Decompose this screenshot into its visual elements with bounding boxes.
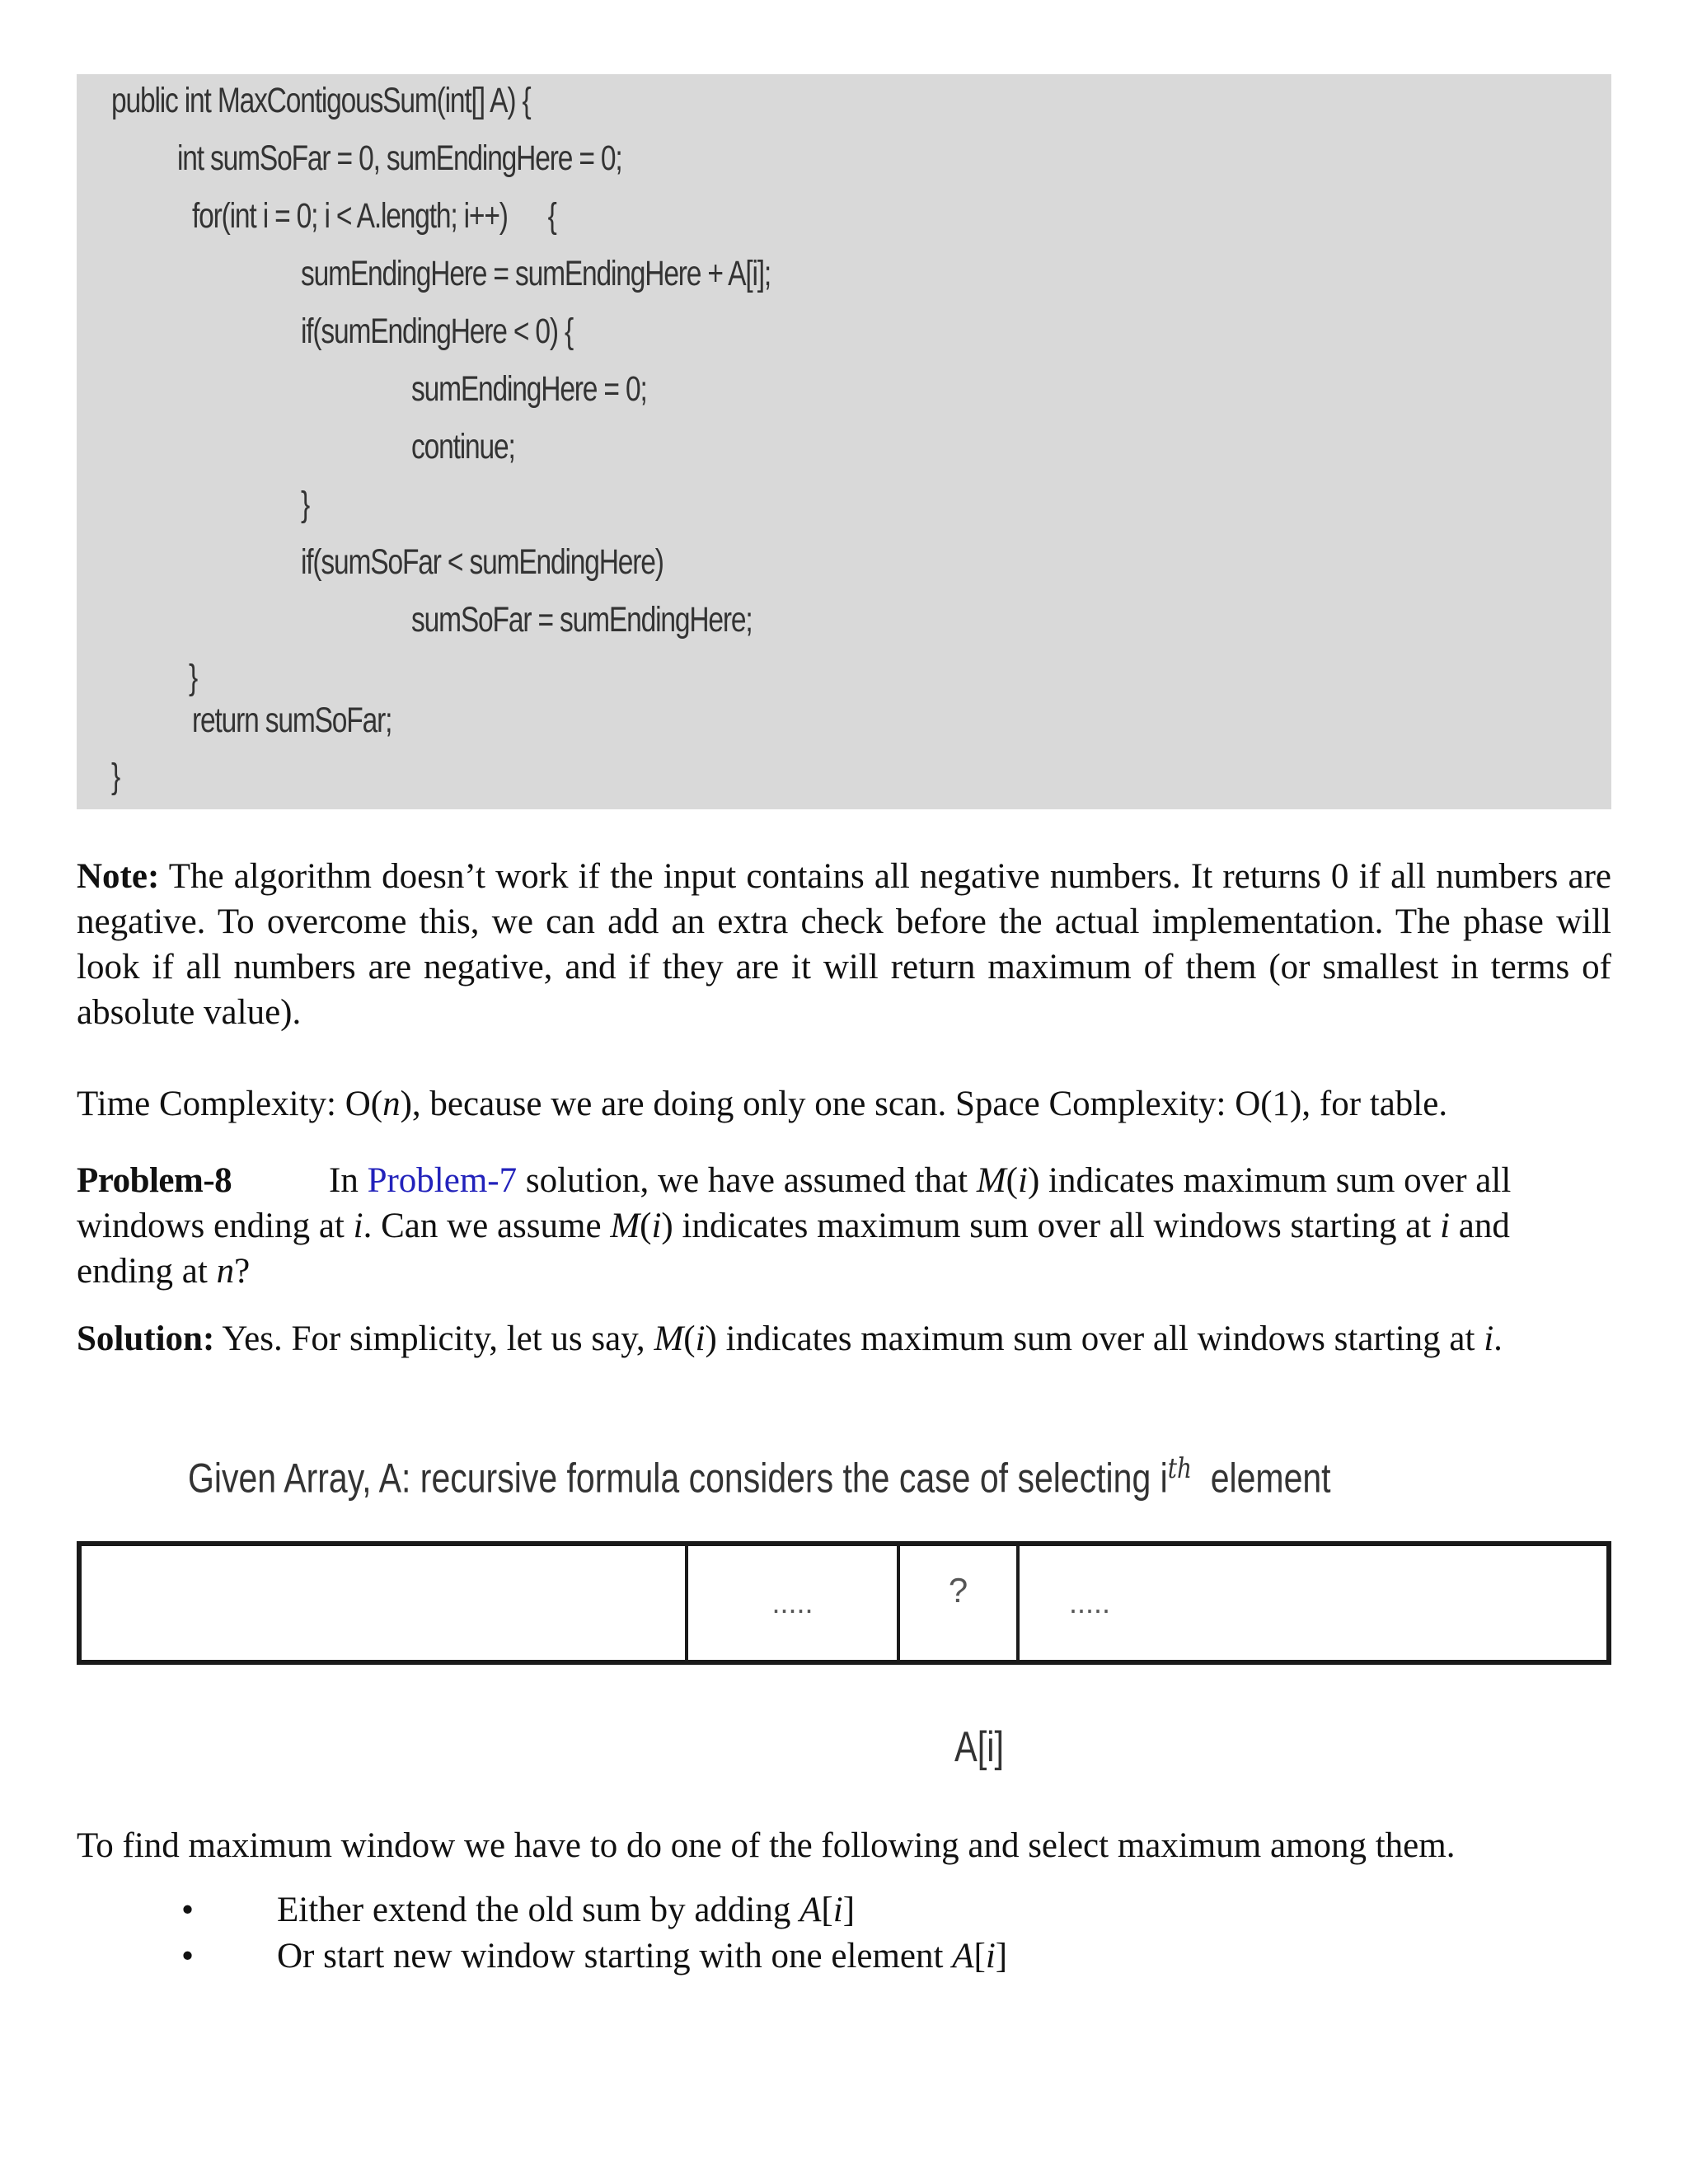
code-line: } [301, 485, 310, 524]
solution-text: ( [683, 1319, 696, 1358]
figure-caption-sup: th [1167, 1452, 1192, 1485]
code-line: return sumSoFar; [192, 701, 392, 740]
problem-text: ) indicates maximum sum over all windows starting at [661, 1207, 1441, 1245]
bullet-text: ] [995, 1937, 1008, 1975]
array-cell [82, 1546, 688, 1660]
code-line: } [111, 757, 120, 796]
problem-text: ( [640, 1207, 652, 1245]
problem-text: ( [1006, 1161, 1018, 1200]
solution-label: Solution: [77, 1319, 215, 1358]
array-cell: ..... [688, 1546, 900, 1660]
bullet-icon: • [181, 1937, 195, 1975]
bullet-text: [ [821, 1891, 833, 1929]
problem-var: M [610, 1207, 640, 1245]
array-label: A[i] [954, 1723, 1005, 1771]
note-text: The algorithm doesn’t work if the input contains all negative numbers. It returns 0 if all numbers are negative. To overcome this, we can add an extra check before the actual implementation. The phase will look if all numbers are negative, and if they are it will return maximum of them (or smallest in terms of absolute value). [77, 857, 1611, 1032]
code-line: sumEndingHere = sumEndingHere + A[i]; [301, 254, 771, 293]
problem-var: i [353, 1207, 363, 1245]
bullet-text: Or start new window starting with one element [277, 1937, 953, 1975]
list-item [77, 1933, 1611, 1980]
code-block [77, 74, 1611, 809]
solution-paragraph [77, 1316, 1611, 1361]
problem-text: In [329, 1161, 368, 1200]
problem-link[interactable]: Problem-7 [367, 1161, 518, 1200]
code-line: sumSoFar = sumEndingHere; [411, 600, 753, 640]
array-cell: ? [900, 1546, 1020, 1660]
bullet-var: i [832, 1891, 843, 1929]
code-line: public int MaxContigousSum(int[] A) { [111, 81, 531, 120]
code-line: if(sumEndingHere < 0) { [301, 312, 574, 351]
problem-text: ? [234, 1252, 251, 1291]
array-cell: ..... [1069, 1586, 1111, 1619]
problem-text: ) indicates maximum sum over all windows ending at [77, 1161, 1512, 1245]
complexity-line [77, 1081, 1611, 1127]
note-paragraph [77, 854, 1611, 1035]
solution-text: . [1493, 1319, 1503, 1358]
figure-caption [188, 1452, 1331, 1502]
code-line: int sumSoFar = 0, sumEndingHere = 0; [177, 138, 622, 178]
problem-var: n [216, 1252, 235, 1291]
note-label: Note: [77, 857, 160, 896]
problem-var: i [651, 1207, 662, 1245]
complexity-var: n [382, 1085, 401, 1123]
bullet-var: A [952, 1937, 974, 1975]
bullet-text: ] [842, 1891, 856, 1929]
complexity-text: ), because we are doing only one scan. Space Complexity: O(1), for table. [400, 1085, 1448, 1123]
solution-var: i [695, 1319, 706, 1358]
problem-text: and ending at [77, 1207, 1510, 1291]
code-line: sumEndingHere = 0; [411, 369, 647, 409]
problem-var: i [1017, 1161, 1028, 1200]
problem-var: i [1440, 1207, 1451, 1245]
code-line: } [189, 658, 198, 697]
bullet-text: Either extend the old sum by adding [277, 1891, 800, 1929]
problem-statement [77, 1158, 1611, 1294]
code-line: if(sumSoFar < sumEndingHere) [301, 542, 663, 582]
problem-text: . Can we assume [363, 1207, 611, 1245]
list-item [77, 1887, 1611, 1933]
array-diagram [77, 1541, 1611, 1665]
solution-text: ) indicates maximum sum over all windows starting at [705, 1319, 1484, 1358]
problem-text: solution, we have assumed that [517, 1161, 977, 1200]
code-line: continue; [411, 427, 515, 466]
problem-label: Problem-8 [77, 1161, 232, 1200]
complexity-text: Time Complexity: O( [77, 1085, 383, 1123]
bullet-list [77, 1887, 1611, 1980]
solution-var: i [1484, 1319, 1494, 1358]
find-paragraph: To find maximum window we have to do one of the following and select maximum among them. [77, 1826, 1456, 1865]
bullet-text: [ [973, 1937, 986, 1975]
bullet-var: A [799, 1891, 822, 1929]
figure-caption-text: Given Array, A: recursive formula considers the case of selecting i [188, 1455, 1168, 1502]
figure-caption-end: element [1191, 1455, 1331, 1502]
solution-var: M [654, 1319, 684, 1358]
code-line: for(int i = 0; i < A.length; i++) { [192, 196, 556, 236]
solution-text: Yes. For simplicity, let us say, [214, 1319, 654, 1358]
bullet-icon: • [181, 1891, 195, 1929]
problem-var: M [976, 1161, 1006, 1200]
bullet-var: i [985, 1937, 996, 1975]
